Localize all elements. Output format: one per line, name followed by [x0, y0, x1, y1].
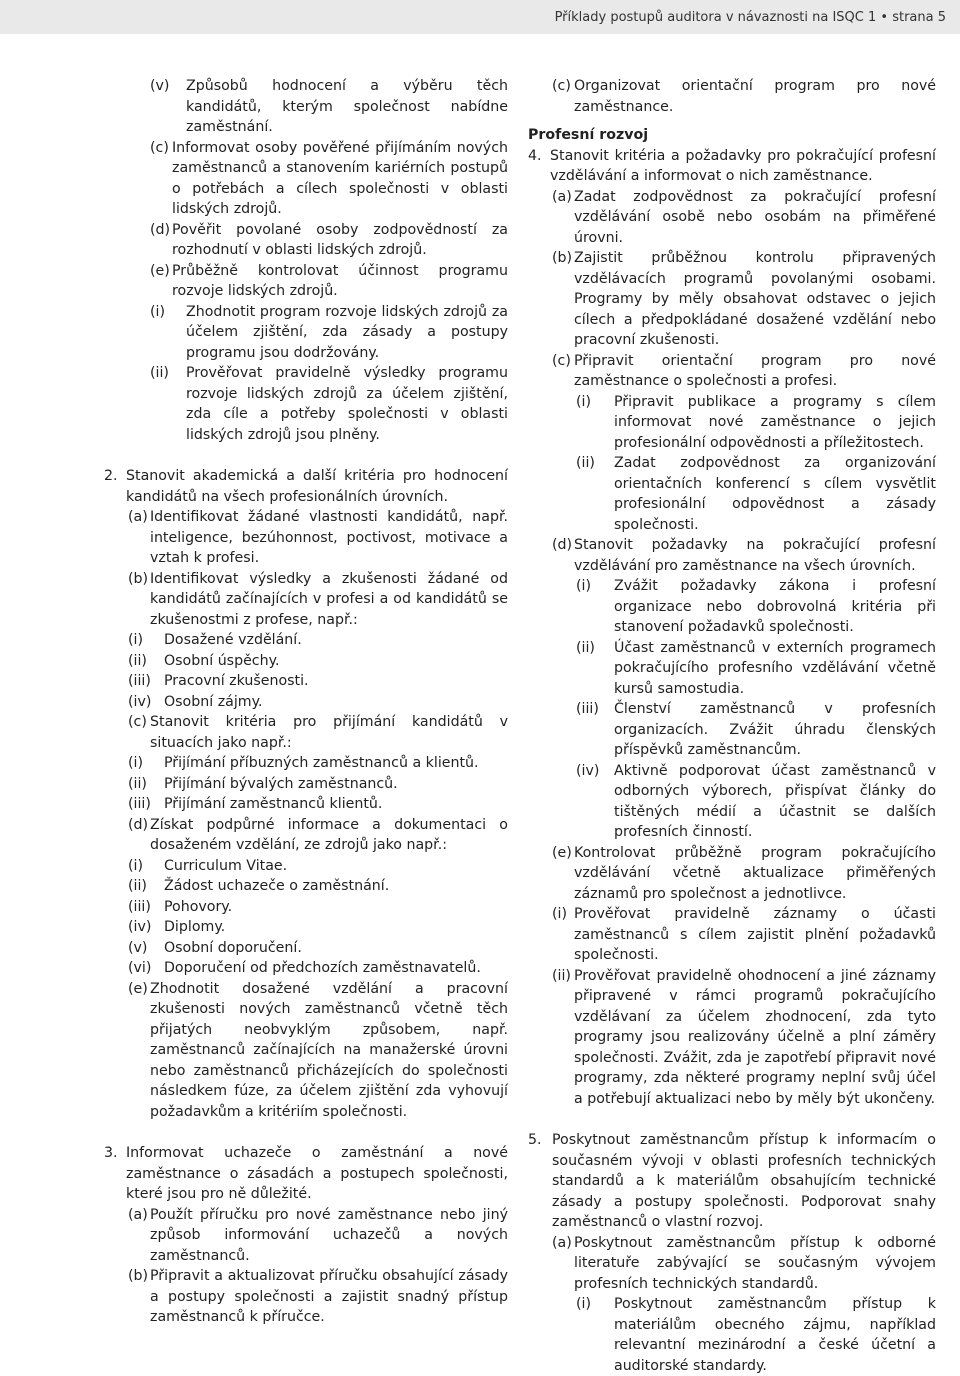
list-item	[104, 876, 508, 897]
left-column	[104, 76, 508, 1328]
spacer	[104, 1122, 508, 1143]
list-item	[528, 351, 936, 392]
list-text: Poskytnout zaměstnancům přístup k informacím o současném vývoji v oblasti profesních technických standardů a k materiálům obsahujícím technické zásady a postupy společnosti. Podporovat snahy zaměstnanců o vlastní rozvoj.	[552, 1132, 936, 1230]
list-marker: (d)	[552, 537, 573, 553]
list-text: Dosažené vzdělání.	[164, 632, 302, 648]
list-text: Poskytnout zaměstnancům přístup k materiálům obecného zájmu, například relevantní mezinárodní a české účetní a auditorské standardy.	[614, 1296, 936, 1374]
list-item	[528, 453, 936, 535]
list-item	[104, 138, 508, 220]
list-text: Žádost uchazeče o zaměstnání.	[164, 878, 390, 894]
list-text: Připravit publikace a programy s cílem informovat nové zaměstnance o jejich profesionální odpovědnosti a příležitostech.	[614, 393, 936, 451]
list-marker: 3.	[104, 1145, 118, 1161]
list-text: Zajistit průběžnou kontrolu připravených vzdělávacích programů povolanými osobami. Programy by měly obsahovat odstavec o jejich cílech a předpokládané dosažené vzdělání nebo pracovní zkušenosti.	[574, 250, 936, 348]
list-marker: (i)	[576, 1296, 592, 1312]
list-marker: (b)	[128, 1268, 149, 1284]
list-text: Identifikovat výsledky a zkušenosti žádané od kandidátů začínajících v profesi a od kandidátů se zkušenostmi z profese, např.:	[150, 570, 508, 628]
list-item	[104, 630, 508, 651]
list-item	[104, 651, 508, 672]
list-item	[528, 248, 936, 351]
list-item	[528, 761, 936, 843]
list-marker: (iv)	[128, 919, 152, 935]
list-text: Kontrolovat průběžně program pokračujícího vzdělávání včetně aktualizace přiměřených záznamů pro společnost a jednotlivce.	[574, 844, 936, 902]
list-marker: (a)	[552, 188, 572, 205]
list-item	[104, 774, 508, 795]
list-text: Curriculum Vitae.	[164, 857, 288, 874]
list-text: Stanovit kritéria a požadavky pro pokračující profesní vzdělávání a informovat o nich zaměstnance.	[550, 147, 936, 184]
list-text: Stanovit kritéria pro přijímání kandidátů v situacích jako např.:	[150, 714, 508, 751]
list-item	[528, 1233, 936, 1295]
list-marker: 4.	[528, 147, 542, 164]
list-item	[104, 712, 508, 753]
list-text: Přijímání zaměstnanců klientů.	[164, 796, 383, 812]
list-marker: (vi)	[128, 960, 152, 976]
list-marker: (a)	[128, 1206, 148, 1223]
list-text: Přijímání příbuzných zaměstnanců a klientů.	[164, 755, 479, 771]
list-item	[104, 794, 508, 815]
list-item	[528, 904, 936, 966]
list-marker: (c)	[128, 714, 147, 730]
list-marker: (e)	[128, 980, 148, 997]
list-text: Pracovní zkušenosti.	[164, 673, 309, 689]
spacer	[104, 445, 508, 466]
list-marker: (ii)	[576, 455, 595, 471]
list-text: Osobní úspěchy.	[164, 652, 280, 669]
list-marker: (ii)	[128, 878, 147, 894]
list-item	[104, 1143, 508, 1205]
list-text: Použít příručku pro nové zaměstnance nebo jiný způsob informování uchazečů a nových zaměstnanců.	[150, 1206, 508, 1264]
list-text: Získat podpůrné informace a dokumentaci o dosaženém vzdělání, ze zdrojů jako např.:	[150, 816, 508, 853]
list-item	[104, 1205, 508, 1267]
list-marker: (a)	[128, 509, 148, 525]
list-marker: (iv)	[576, 762, 600, 779]
list-marker: (iii)	[128, 898, 151, 915]
list-item	[104, 938, 508, 959]
list-item	[528, 699, 936, 761]
list-text: Aktivně podporovat účast zaměstnanců v odborných výborech, přispívat články do tištěných médií a účastnit se dalších profesních činností.	[614, 762, 936, 840]
list-marker: (c)	[552, 78, 571, 94]
list-text: Pohovory.	[164, 898, 233, 915]
list-text: Osobní zájmy.	[164, 693, 263, 710]
spacer	[528, 1109, 936, 1130]
list-marker: (i)	[552, 906, 568, 922]
list-text: Pověřit povolané osoby zodpovědností za rozhodnutí v oblasti lidských zdrojů.	[172, 221, 508, 258]
list-marker: (b)	[128, 570, 149, 587]
list-marker: (b)	[552, 250, 573, 266]
list-marker: (iv)	[128, 693, 152, 710]
list-item	[104, 220, 508, 261]
list-marker: (ii)	[128, 652, 147, 669]
list-item	[104, 692, 508, 713]
list-item	[104, 466, 508, 507]
list-marker: (a)	[552, 1234, 572, 1251]
list-text: Doporučení od předchozích zaměstnavatelů.	[164, 960, 481, 976]
list-marker: 5.	[528, 1132, 542, 1148]
list-text: Informovat uchazeče o zaměstnání a nové zaměstnance o zásadách a postupech společnosti, které jsou pro ně důležité.	[126, 1145, 508, 1202]
list-item	[104, 917, 508, 938]
list-item	[528, 1294, 936, 1376]
list-marker: (c)	[150, 139, 169, 156]
list-item	[528, 187, 936, 249]
list-item	[104, 897, 508, 918]
list-item	[528, 146, 936, 187]
list-item	[104, 302, 508, 364]
list-item	[528, 535, 936, 576]
list-marker: (i)	[128, 755, 144, 771]
list-marker: (ii)	[128, 775, 147, 792]
list-item	[528, 1130, 936, 1233]
list-item	[104, 958, 508, 979]
list-text: Přijímání bývalých zaměstnanců.	[164, 775, 398, 792]
list-text: Osobní doporučení.	[164, 939, 302, 956]
list-marker: (i)	[150, 303, 166, 320]
list-item	[528, 576, 936, 638]
list-text: Diplomy.	[164, 919, 226, 935]
list-marker: (i)	[128, 632, 144, 648]
list-text: Zadat zodpovědnost za organizování orientačních konferencí s cílem vysvětlit profesionální odpovědnost a zásady společnosti.	[614, 455, 936, 533]
list-item	[528, 76, 936, 117]
list-text: Prověřovat pravidelně záznamy o účasti zaměstnanců s cílem zajistit plnění požadavků společnosti.	[574, 906, 936, 963]
list-text: Připravit orientační program pro nové zaměstnance o společnosti a profesi.	[574, 352, 936, 389]
list-marker: (i)	[128, 857, 144, 874]
list-marker: (iii)	[128, 796, 151, 812]
list-item	[104, 856, 508, 877]
list-item	[528, 638, 936, 700]
list-marker: (i)	[576, 393, 592, 410]
list-marker: (v)	[128, 939, 148, 956]
list-marker: 2.	[104, 468, 118, 484]
list-text: Informovat osoby pověřené přijímáním nových zaměstnanců a stanovením kariérních postupů o potřebách a cílech společnosti v oblasti lidských zdrojů.	[172, 139, 508, 217]
list-text: Stanovit požadavky na pokračující profesní vzdělávání pro zaměstnance na všech úrovních.	[574, 537, 936, 574]
list-item	[104, 979, 508, 1123]
list-item	[104, 507, 508, 569]
list-text: Prověřovat pravidelně ohodnocení a jiné záznamy připravené v rámci programů pokračujícího vzdělávaní za účelem zhodnocení, zda tyto programy jsou realizovány účelně a plní záměry společnosti. Zvážit, zda je zapotřebí připravit nové programy, zda některé programy neplní svůj účel a potřebují aktualizaci nebo by měly být ukončeny.	[574, 967, 936, 1107]
list-item	[104, 753, 508, 774]
list-text: Připravit a aktualizovat příručku obsahující zásady a postupy společnosti a zajistit snadný přístup zaměstnanců k příručce.	[150, 1268, 508, 1325]
right-column	[528, 76, 936, 1376]
list-text: Stanovit akademická a další kritéria pro hodnocení kandidátů na všech profesionálních úrovních.	[126, 468, 508, 505]
list-item	[104, 671, 508, 692]
list-text: Způsobů hodnocení a výběru těch kandidátů, kterým společnost nabídne zaměstnání.	[186, 78, 508, 135]
list-text: Průběžně kontrolovat účinnost programu rozvoje lidských zdrojů.	[172, 262, 508, 299]
list-item	[104, 363, 508, 445]
list-item	[104, 815, 508, 856]
list-text: Účast zaměstnanců v externích programech pokračujícího profesního vzdělávání včetně kursů samostudia.	[614, 639, 936, 697]
list-item	[104, 569, 508, 631]
list-marker: (d)	[150, 221, 171, 238]
list-item	[528, 966, 936, 1110]
list-marker: (ii)	[552, 967, 571, 984]
list-text: Členství zaměstnanců v profesních organizacích. Zvážit úhradu členských příspěvků zaměstnancům.	[614, 701, 936, 758]
list-marker: (e)	[552, 844, 572, 861]
list-item	[104, 76, 508, 138]
list-marker: (i)	[576, 578, 592, 594]
list-item	[104, 261, 508, 302]
list-text: Zadat zodpovědnost za pokračující profesní vzdělávání osobě nebo osobám na přiměřené úrovni.	[574, 188, 936, 246]
list-item	[528, 392, 936, 454]
page-header	[0, 0, 960, 34]
list-marker: (iii)	[576, 701, 599, 717]
list-item	[528, 843, 936, 905]
list-item	[104, 1266, 508, 1328]
list-text: Zhodnotit dosažené vzdělání a pracovní zkušenosti nových zaměstnanců včetně těch přijatých neobvyklým způsobem, např. zaměstnanců začínajících na manažerské úrovni nebo zaměstnanců přicházejících do společnosti následkem fúze, za účelem zjištění zda vyhovují požadavkům a kritériím společnosti.	[150, 980, 508, 1120]
list-marker: (d)	[128, 816, 149, 833]
header-text: Příklady postupů auditora v návaznosti na ISQC 1 • strana 5	[554, 10, 946, 25]
list-text: Poskytnout zaměstnancům přístup k odborné literatuře zabývající se současným vývojem profesních technických standardů.	[574, 1234, 936, 1292]
list-marker: (ii)	[150, 365, 169, 381]
list-marker: (v)	[150, 78, 170, 94]
section-heading: Profesní rozvoj	[528, 127, 649, 143]
list-text: Prověřovat pravidelně výsledky programu rozvoje lidských zdrojů za účelem zjištění, zda cíle a potřeby společnosti v oblasti lidských zdrojů jsou plněny.	[186, 365, 508, 443]
list-marker: (ii)	[576, 639, 595, 656]
list-marker: (c)	[552, 352, 571, 369]
list-text: Identifikovat žádané vlastnosti kandidátů, např. inteligence, bezúhonnost, poctivost, motivace a vztah k profesi.	[150, 509, 508, 566]
list-text: Zvážit požadavky zákona i profesní organizace nebo dobrovolná kritéria při stanovení požadavků společnosti.	[614, 578, 936, 635]
list-text: Zhodnotit program rozvoje lidských zdrojů za účelem zjištění, zda zásady a postupy programu jsou dodržovány.	[186, 303, 508, 361]
list-text: Organizovat orientační program pro nové zaměstnance.	[574, 78, 936, 115]
list-marker: (e)	[150, 262, 170, 279]
list-marker: (iii)	[128, 673, 151, 689]
